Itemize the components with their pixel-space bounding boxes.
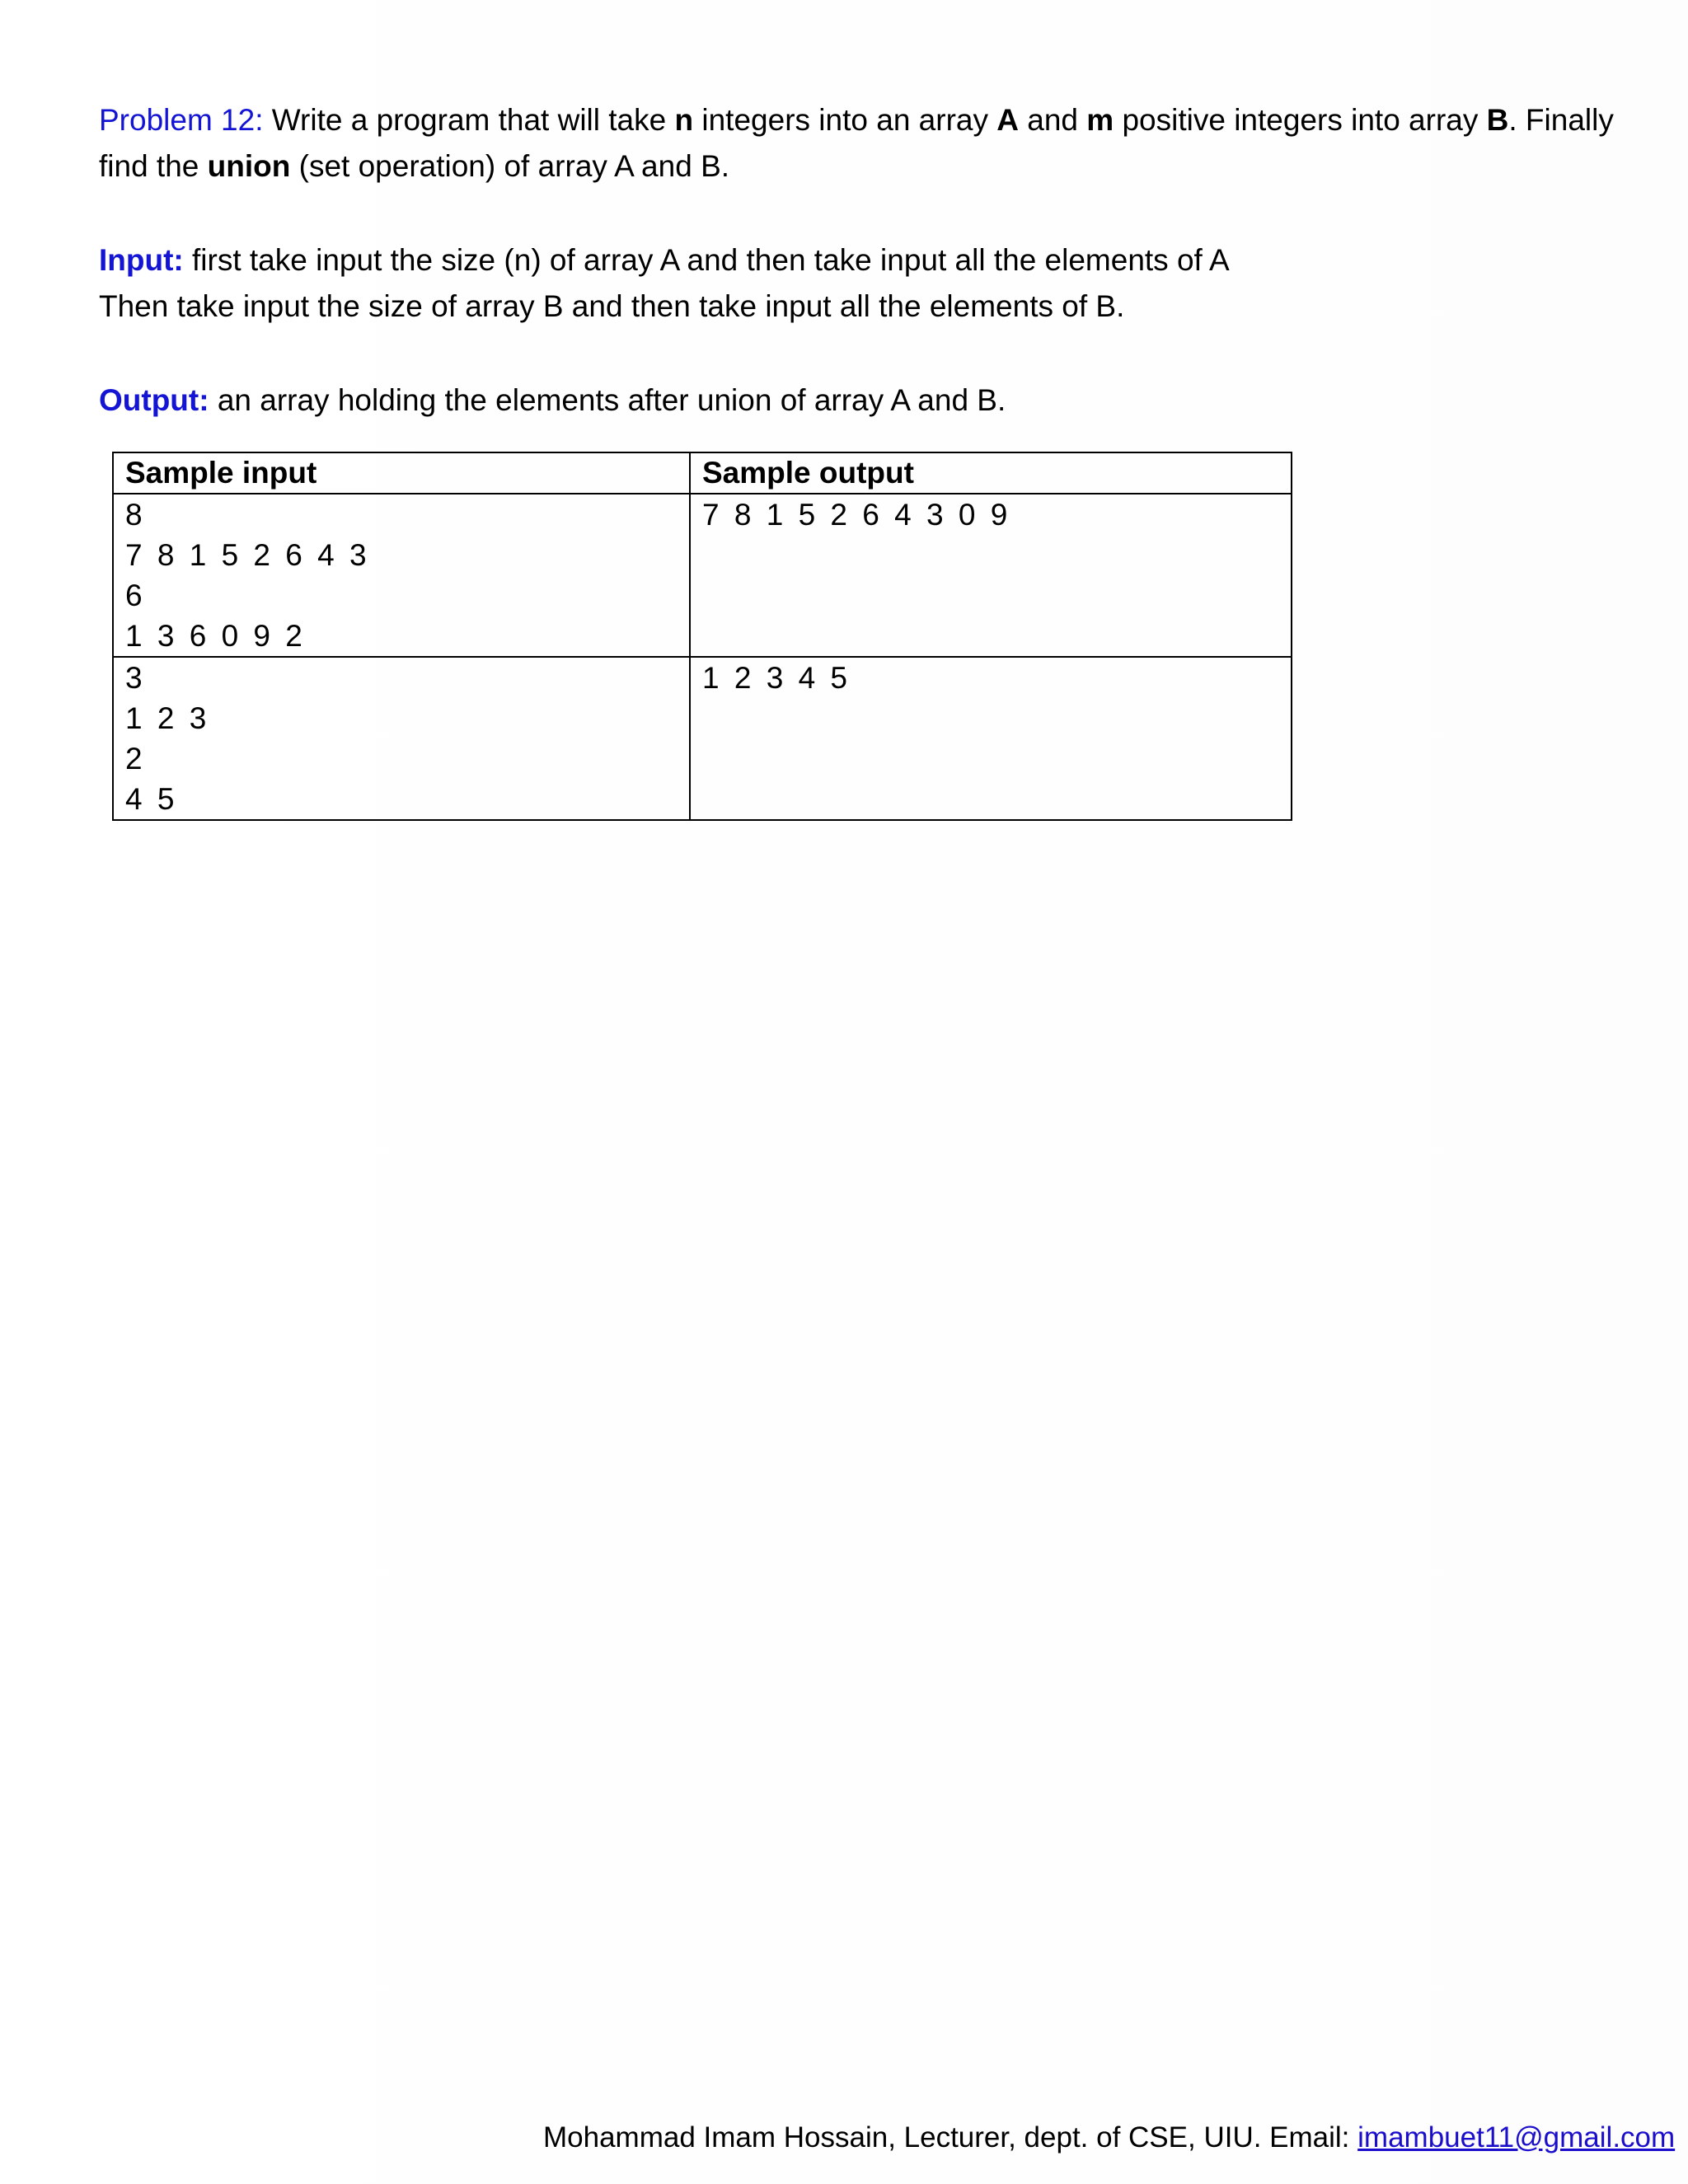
table-row <box>113 494 1292 657</box>
table-header-row <box>113 452 1292 494</box>
table-row <box>113 657 1292 820</box>
output-text: an array holding the elements after union of array A and B. <box>209 383 1006 417</box>
problem-text-5: . Finally <box>1508 103 1614 137</box>
input-line: 6 <box>125 579 146 612</box>
var-m: m <box>1086 103 1114 137</box>
input-description-line-1 <box>99 237 1230 284</box>
input-line: 3 <box>125 661 146 695</box>
output-line: 7 8 1 5 2 6 4 3 0 9 <box>702 498 1011 532</box>
input-description-line-2: Then take input the size of array B and then take input all the elements of B. <box>99 289 1125 323</box>
sample-input-cell <box>113 494 690 657</box>
problem-statement-line-2 <box>99 143 729 190</box>
input-text-1: first take input the size (n) of array A and then take input all the elements of A <box>183 243 1230 277</box>
input-line: 1 3 6 0 9 2 <box>125 619 306 653</box>
sample-io-table <box>112 452 1292 821</box>
header-sample-input: Sample input <box>113 452 690 494</box>
sample-output-cell <box>690 657 1292 820</box>
input-label: Input: <box>99 243 184 277</box>
input-line: 8 <box>125 498 146 532</box>
problem-statement-line-1 <box>99 97 1614 143</box>
problem-text-1: Write a program that will take <box>263 103 675 137</box>
problem-text-2: integers into an array <box>693 103 997 137</box>
problem-label: Problem 12: <box>99 103 264 137</box>
problem-text-3: and <box>1018 103 1087 137</box>
page-footer <box>543 2118 1675 2158</box>
input-line: 7 8 1 5 2 6 4 3 <box>125 538 370 572</box>
input-line: 4 5 <box>125 782 178 816</box>
sample-output-cell <box>690 494 1292 657</box>
sample-input-cell <box>113 657 690 820</box>
header-sample-output: Sample output <box>690 452 1292 494</box>
problem-text-4: positive integers into array <box>1114 103 1487 137</box>
output-label: Output: <box>99 383 209 417</box>
array-a-name: A <box>996 103 1019 137</box>
problem-text-6: find the <box>99 149 208 183</box>
var-n: n <box>674 103 694 137</box>
union-keyword: union <box>207 149 291 183</box>
output-description <box>99 377 1006 424</box>
array-b-name: B <box>1486 103 1509 137</box>
input-line: 1 2 3 <box>125 701 210 735</box>
input-line: 2 <box>125 742 146 776</box>
problem-text-7: (set operation) of array A and B. <box>290 149 730 183</box>
output-line: 1 2 3 4 5 <box>702 661 851 695</box>
footer-author: Mohammad Imam Hossain, Lecturer, dept. of CSE, UIU. Email: <box>543 2121 1358 2154</box>
email-link[interactable]: imambuet11@gmail.com <box>1357 2121 1676 2154</box>
